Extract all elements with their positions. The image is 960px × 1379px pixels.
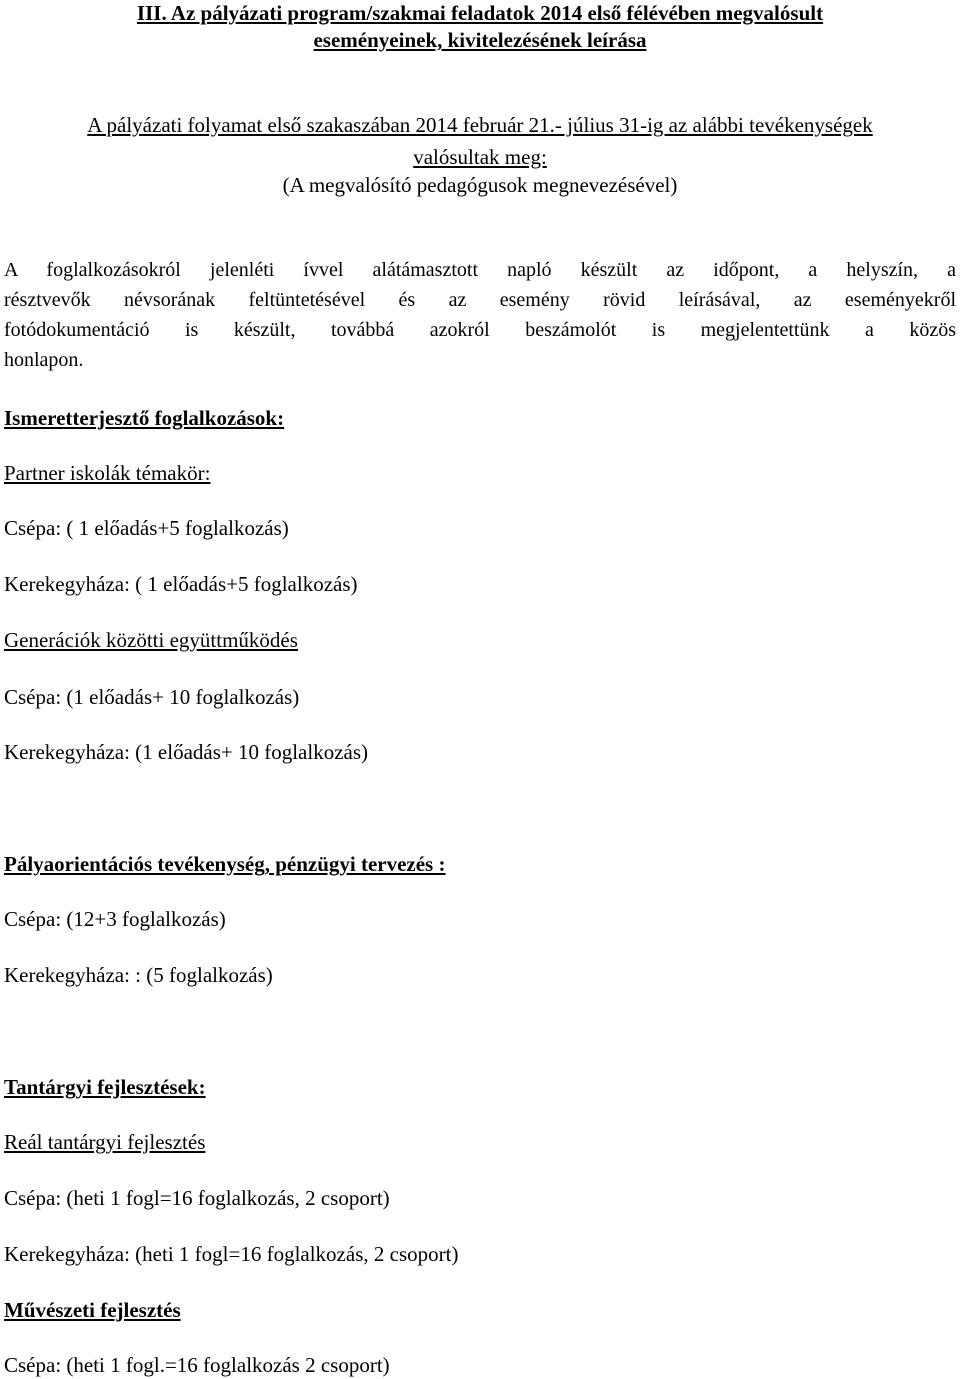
list-item: Kerekegyháza: (1 előadás+ 10 foglalkozás) [4, 740, 369, 764]
document-title-line-2: eseményeinek, kivitelezésének leírása [313, 28, 647, 52]
subheading-generaciok: Generációk közötti együttműködés [4, 628, 298, 652]
paragraph-line-1: A foglalkozásokról jelenléti ívvel alátámasztott napló készült az időpont, a helyszín, a [4, 259, 956, 281]
section-heading-muveszeti: Művészeti fejlesztés [4, 1298, 181, 1322]
paragraph-line-3: fotódokumentáció is készült, továbbá azokról beszámolót is megjelentettünk a közös [4, 319, 956, 341]
section-heading-palyaorientacio: Pályaorientációs tevékenység, pénzügyi tervezés : [4, 852, 446, 876]
list-item: Kerekegyháza: ( 1 előadás+5 foglalkozás) [4, 572, 358, 596]
list-item: Kerekegyháza: (heti 1 fogl=16 foglalkozás, 2 csoport) [4, 1242, 459, 1266]
intro-line-3: (A megvalósító pedagógusok megnevezésével) [282, 173, 678, 197]
intro-line-2: valósultak meg: [413, 145, 547, 169]
list-item: Csépa: ( 1 előadás+5 foglalkozás) [4, 516, 289, 540]
paragraph-line-4: honlapon. [4, 349, 84, 371]
paragraph-line-2: résztvevők névsorának feltüntetésével és az esemény rövid leírásával, az eseményekről [4, 289, 956, 311]
list-item: Csépa: (1 előadás+ 10 foglalkozás) [4, 685, 300, 709]
list-item: Csépa: (heti 1 fogl=16 foglalkozás, 2 csoport) [4, 1186, 390, 1210]
subheading-real-tantargyi: Reál tantárgyi fejlesztés [4, 1130, 206, 1154]
section-heading-tantargyi: Tantárgyi fejlesztések: [4, 1075, 206, 1099]
intro-line-1: A pályázati folyamat első szakaszában 2014 február 21.- július 31-ig az alábbi tevékenységek [87, 113, 873, 137]
section-heading-ismeretterjeszto: Ismeretterjesztő foglalkozások: [4, 406, 285, 430]
subheading-partner-iskolak: Partner iskolák témakör: [4, 461, 211, 485]
list-item: Csépa: (heti 1 fogl.=16 foglalkozás 2 csoport) [4, 1353, 390, 1377]
list-item: Csépa: (12+3 foglalkozás) [4, 907, 226, 931]
document-title-line-1: III. Az pályázati program/szakmai feladatok 2014 első félévében megvalósult [136, 1, 824, 25]
list-item: Kerekegyháza: : (5 foglalkozás) [4, 963, 273, 987]
